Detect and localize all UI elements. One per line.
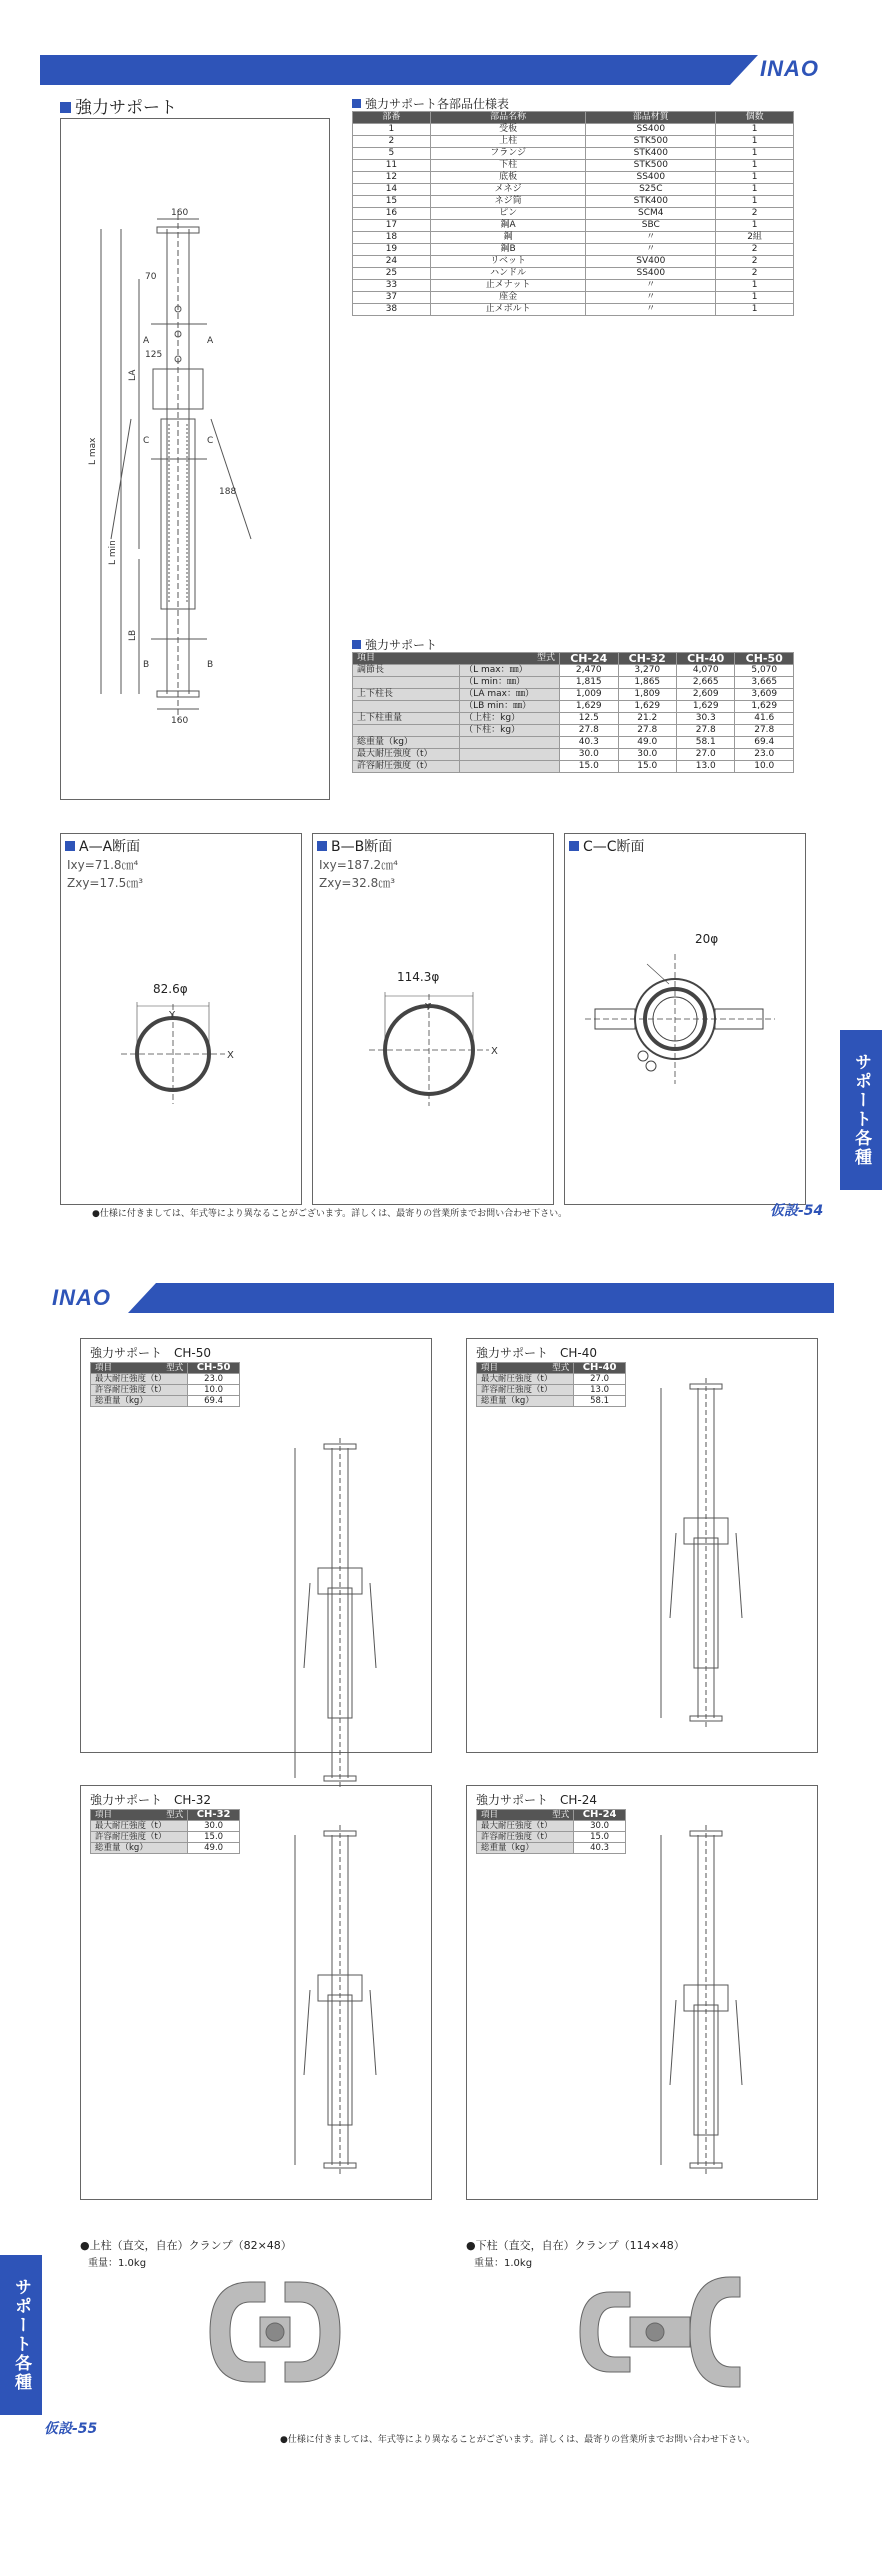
parts-cell: 38 [353,304,431,316]
support-row-sub [460,749,560,761]
support-row-group: 調節長 [353,665,460,677]
parts-row [353,232,794,244]
model-corner-header [477,1363,574,1374]
clamp-upper-weight: 重量：1.0kg [88,2258,147,2269]
parts-cell: 鋼A [430,220,586,232]
section-aa-ixy: Ixy=71.8㎝⁴ [67,858,139,872]
support-row-sub: （LA max：㎜） [460,689,560,701]
clamp-upper-image [190,2262,360,2392]
support-value-cell: 49.0 [618,737,676,749]
section-aa-zxy: Zxy=17.5㎝³ [67,876,144,890]
header-band-tail [730,55,758,85]
support-value-cell: 1,815 [560,677,618,689]
parts-cell: ピン [430,208,586,220]
page2-note: ●仕様に付きましては、年式等により異なることがございます。詳しくは、最寄りの営業所までお問い合わせ下さい。 [280,2435,756,2445]
model-spec-label: 最大耐圧強度（t） [91,1374,188,1385]
model-spec-label: 最大耐圧強度（t） [91,1821,188,1832]
page1-number: 仮設-54 [770,1203,824,1219]
model-spec-table [476,1362,626,1407]
clamp-upper-title: ●上柱（直交，自在）クランプ（82×48） [80,2239,292,2252]
parts-cell: 5 [353,148,431,160]
support-row-group: 許容耐圧強度（t） [353,761,460,773]
corner-model-label: 型式 [537,653,556,663]
model-spec-table [90,1362,240,1407]
side-tab-page1: サポート各種 [840,1030,882,1190]
svg-text:A: A [207,336,214,346]
support-row [353,725,794,737]
corner-item-label: 項目 [95,1363,113,1373]
model-spec-row [477,1843,626,1854]
section-bb-zxy: Zxy=32.8㎝³ [319,876,396,890]
support-value-cell: 1,629 [735,701,794,713]
parts-cell: 鋼B [430,244,586,256]
svg-text:C: C [207,436,214,446]
parts-cell: 33 [353,280,431,292]
parts-cell: ネジ筒 [430,196,586,208]
side-tab-page2: サポート各種 [0,2255,42,2415]
corner-model-label: 型式 [166,1363,184,1373]
support-value-cell: 2,470 [560,665,618,677]
svg-text:160: 160 [171,716,189,726]
corner-model-label: 型式 [552,1363,570,1373]
parts-cell: 鋼 [430,232,586,244]
model-header: CH-40 [574,1363,626,1374]
support-value-cell: 1,809 [618,689,676,701]
support-value-cell: 27.8 [735,725,794,737]
support-row-group: 上下柱重量 [353,713,460,725]
support-row [353,665,794,677]
svg-text:L max: L max [88,437,98,465]
support-table-title: 強力サポート [352,636,437,653]
parts-cell: 25 [353,268,431,280]
svg-text:A: A [143,336,150,346]
section-bb-drawing [313,834,553,1204]
support-row-sub: （L min：㎜） [460,677,560,689]
corner-item-label: 項目 [95,1810,113,1820]
support-value-cell: 1,629 [618,701,676,713]
support-row-sub [460,737,560,749]
section-aa-title: A—A断面 [65,836,140,856]
support-value-cell: 27.8 [677,725,735,737]
section-aa-diameter: 82.6φ [153,982,188,996]
svg-text:Y: Y [425,1002,432,1013]
parts-cell: 止メナット [430,280,586,292]
model-spec-row [91,1396,240,1407]
section-bb-title: B—B断面 [317,836,392,856]
support-corner-header [353,653,560,665]
model-drawing [270,1825,410,2185]
parts-cell: 〃 [586,232,716,244]
parts-cell: 14 [353,184,431,196]
model-spec-value: 13.0 [574,1385,626,1396]
parts-row [353,196,794,208]
parts-cell: 底板 [430,172,586,184]
svg-text:C: C [143,436,150,446]
svg-text:125: 125 [145,350,163,360]
model-spec-row [91,1832,240,1843]
parts-row [353,244,794,256]
corner-item-label: 項目 [481,1363,499,1373]
model-spec-row [477,1821,626,1832]
parts-table-title: 強力サポート各部品仕様表 [352,95,509,112]
svg-text:Y: Y [169,1010,176,1021]
model-drawing [636,1378,776,1738]
support-value-cell: 15.0 [618,761,676,773]
parts-cell: 19 [353,244,431,256]
model-drawing [270,1438,410,1798]
parts-cell: 16 [353,208,431,220]
model-spec-value: 10.0 [188,1385,240,1396]
model-corner-header [91,1363,188,1374]
model-spec-label: 許容耐圧強度（t） [477,1385,574,1396]
parts-cell: 座金 [430,292,586,304]
corner-item-label: 項目 [357,653,376,663]
support-value-cell: 27.8 [560,725,618,737]
model-spec-value: 30.0 [188,1821,240,1832]
support-model-header: CH-32 [618,653,676,665]
parts-cell: 1 [716,280,794,292]
clamp-lower-weight: 重量：1.0kg [474,2258,533,2269]
support-value-cell: 30.3 [677,713,735,725]
support-value-cell: 15.0 [560,761,618,773]
parts-cell: 上柱 [430,136,586,148]
parts-cell: STK500 [586,160,716,172]
support-row-sub: （下柱：kg） [460,725,560,737]
support-model-header: CH-50 [735,653,794,665]
section-aa-drawing [61,834,301,1204]
support-value-cell: 1,629 [560,701,618,713]
corner-model-label: 型式 [552,1810,570,1820]
parts-cell: 1 [716,160,794,172]
support-value-cell: 3,609 [735,689,794,701]
model-spec-row [477,1396,626,1407]
parts-cell: 〃 [586,304,716,316]
support-value-cell: 30.0 [618,749,676,761]
model-spec-value: 58.1 [574,1396,626,1407]
support-row [353,713,794,725]
model-spec-label: 総重量（kg） [91,1396,188,1407]
header-band [40,55,730,85]
parts-cell: 2組 [716,232,794,244]
support-value-cell: 21.2 [618,713,676,725]
model-header: CH-50 [188,1363,240,1374]
page1-note: ●仕様に付きましては、年式等により異なることがございます。詳しくは、最寄りの営業所までお問い合わせ下さい。 [92,1209,568,1219]
parts-cell: 1 [716,172,794,184]
parts-row [353,136,794,148]
support-model-header: CH-24 [560,653,618,665]
model-spec-value: 23.0 [188,1374,240,1385]
model-spec-row [477,1374,626,1385]
model-spec-value: 49.0 [188,1843,240,1854]
parts-cell: SS400 [586,268,716,280]
parts-cell: 受板 [430,124,586,136]
support-row [353,689,794,701]
parts-cell: ハンドル [430,268,586,280]
support-row-group: 上下柱長 [353,689,460,701]
model-drawing [636,1825,776,2185]
parts-cell: 止メボルト [430,304,586,316]
parts-cell: 2 [716,256,794,268]
section-bb-panel [312,833,554,1205]
parts-cell: SV400 [586,256,716,268]
parts-cell: 1 [716,304,794,316]
section-cc-panel [564,833,806,1205]
support-row-group [353,725,460,737]
parts-row [353,172,794,184]
parts-cell: リベット [430,256,586,268]
parts-cell: メネジ [430,184,586,196]
model-title: 強力サポート CH-24 [476,1793,598,1807]
header-band-head-page2 [128,1283,156,1313]
model-spec-label: 最大耐圧強度（t） [477,1821,574,1832]
support-value-cell: 27.8 [618,725,676,737]
support-value-cell: 58.1 [677,737,735,749]
support-value-cell: 2,609 [677,689,735,701]
parts-cell: SS400 [586,172,716,184]
model-spec-table [476,1809,626,1854]
parts-cell: 1 [716,220,794,232]
parts-row [353,184,794,196]
parts-row [353,304,794,316]
svg-text:188: 188 [219,487,237,497]
parts-header-cell: 部品名称 [430,112,586,124]
section-cc-drawing [565,834,805,1204]
parts-cell: SBC [586,220,716,232]
support-row [353,701,794,713]
parts-header-cell: 部番 [353,112,431,124]
support-value-cell: 41.6 [735,713,794,725]
section-bb-ixy: Ixy=187.2㎝⁴ [319,858,398,872]
support-row [353,761,794,773]
svg-text:LB: LB [128,629,138,641]
parts-cell: 〃 [586,244,716,256]
parts-cell: 37 [353,292,431,304]
corner-model-label: 型式 [166,1810,184,1820]
parts-cell: STK400 [586,148,716,160]
model-spec-value: 15.0 [574,1832,626,1843]
clamp-lower-image [560,2262,750,2392]
support-row [353,677,794,689]
model-spec-row [91,1821,240,1832]
parts-cell: 24 [353,256,431,268]
support-value-cell: 40.3 [560,737,618,749]
support-row-group: 最大耐圧強度（t） [353,749,460,761]
parts-cell: SS400 [586,124,716,136]
support-value-cell: 23.0 [735,749,794,761]
brand-logo-page2: INAO [52,1285,111,1310]
parts-cell: 1 [716,196,794,208]
svg-text:70: 70 [145,272,157,282]
model-title: 強力サポート CH-50 [90,1346,212,1360]
model-spec-label: 総重量（kg） [91,1843,188,1854]
parts-cell: 1 [716,184,794,196]
model-spec-label: 総重量（kg） [477,1843,574,1854]
parts-header-cell: 個数 [716,112,794,124]
parts-cell: 1 [716,292,794,304]
support-value-cell: 1,865 [618,677,676,689]
parts-cell: 2 [353,136,431,148]
parts-cell: 12 [353,172,431,184]
svg-text:LA: LA [128,369,138,381]
model-spec-value: 27.0 [574,1374,626,1385]
support-value-cell: 2,665 [677,677,735,689]
parts-row [353,292,794,304]
model-spec-label: 許容耐圧強度（t） [91,1832,188,1843]
parts-cell: 18 [353,232,431,244]
support-value-cell: 27.0 [677,749,735,761]
section-bb-diameter: 114.3φ [397,970,440,984]
brand-logo: INAO [760,56,819,81]
parts-cell: 17 [353,220,431,232]
model-header: CH-32 [188,1810,240,1821]
clamp-lower-title: ●下柱（直交，自在）クランプ（114×48） [466,2239,685,2252]
support-value-cell: 1,009 [560,689,618,701]
parts-header-cell: 部品材質 [586,112,716,124]
parts-cell: 1 [716,124,794,136]
parts-cell: SCM4 [586,208,716,220]
parts-cell: STK400 [586,196,716,208]
parts-cell: 〃 [586,292,716,304]
support-value-cell: 4,070 [677,665,735,677]
model-spec-row [91,1374,240,1385]
support-assembly-drawing [61,119,329,799]
support-value-cell: 1,629 [677,701,735,713]
support-value-cell: 12.5 [560,713,618,725]
model-spec-value: 15.0 [188,1832,240,1843]
support-value-cell: 30.0 [560,749,618,761]
section-aa-panel [60,833,302,1205]
support-row-group [353,701,460,713]
parts-row [353,124,794,136]
parts-spec-table [352,111,794,316]
parts-cell: 1 [716,148,794,160]
support-value-cell: 13.0 [677,761,735,773]
support-value-cell: 3,270 [618,665,676,677]
model-spec-value: 69.4 [188,1396,240,1407]
model-spec-row [477,1385,626,1396]
support-spec-table [352,652,794,773]
model-title: 強力サポート CH-32 [90,1793,212,1807]
parts-row [353,280,794,292]
support-row [353,737,794,749]
support-row-sub: （L max：㎜） [460,665,560,677]
support-value-cell: 69.4 [735,737,794,749]
model-spec-label: 許容耐圧強度（t） [477,1832,574,1843]
parts-cell: フランジ [430,148,586,160]
support-value-cell: 10.0 [735,761,794,773]
parts-row [353,148,794,160]
support-value-cell: 5,070 [735,665,794,677]
parts-cell: S25C [586,184,716,196]
model-spec-table [90,1809,240,1854]
support-row-sub: （上柱：kg） [460,713,560,725]
parts-cell: STK500 [586,136,716,148]
section-cc-diameter: 20φ [695,932,719,946]
support-row-group [353,677,460,689]
model-spec-row [477,1832,626,1843]
parts-cell: 1 [716,136,794,148]
svg-text:X: X [491,1046,498,1057]
support-row-sub: （LB min：㎜） [460,701,560,713]
parts-cell: 1 [353,124,431,136]
model-spec-label: 許容耐圧強度（t） [91,1385,188,1396]
parts-cell: 11 [353,160,431,172]
parts-cell: 15 [353,196,431,208]
support-value-cell: 3,665 [735,677,794,689]
support-model-header: CH-40 [677,653,735,665]
model-corner-header [91,1810,188,1821]
page2-number: 仮設-55 [44,2421,98,2437]
model-spec-value: 40.3 [574,1843,626,1854]
model-spec-label: 総重量（kg） [477,1396,574,1407]
support-row [353,749,794,761]
corner-item-label: 項目 [481,1810,499,1820]
model-spec-label: 最大耐圧強度（t） [477,1374,574,1385]
model-title: 強力サポート CH-40 [476,1346,598,1360]
header-band-page2 [156,1283,834,1313]
svg-text:B: B [143,660,150,670]
svg-text:L min: L min [108,540,118,565]
model-spec-row [91,1385,240,1396]
parts-cell: 2 [716,268,794,280]
section-cc-title: C—C断面 [569,836,645,856]
model-header: CH-24 [574,1810,626,1821]
support-drawing-panel [60,118,330,800]
parts-cell: 〃 [586,280,716,292]
parts-row [353,208,794,220]
svg-text:B: B [207,660,214,670]
model-corner-header [477,1810,574,1821]
parts-row [353,220,794,232]
parts-row [353,160,794,172]
svg-text:X: X [227,1050,234,1061]
parts-cell: 2 [716,244,794,256]
support-row-sub [460,761,560,773]
parts-row [353,268,794,280]
parts-cell: 2 [716,208,794,220]
svg-text:160: 160 [171,208,189,218]
parts-row [353,256,794,268]
model-spec-row [91,1843,240,1854]
model-spec-value: 30.0 [574,1821,626,1832]
support-row-group: 総重量（kg） [353,737,460,749]
parts-cell: 下柱 [430,160,586,172]
page-title: 強力サポート [60,93,177,118]
